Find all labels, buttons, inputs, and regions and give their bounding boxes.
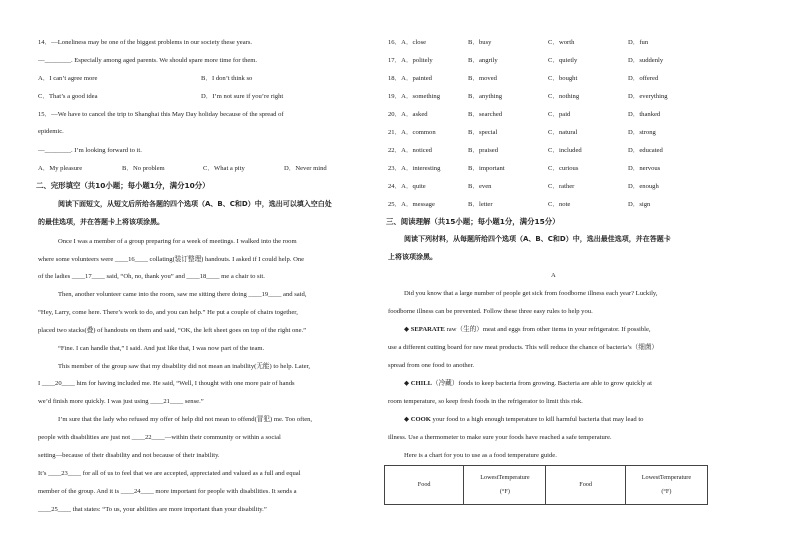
- option-d: D．educated: [628, 147, 663, 154]
- passage-line: I’m sure that the lady who refused my offer of help did not mean to offend(冒犯) me. Too often,: [58, 416, 313, 423]
- reading-line: foodborne illness can be prevented. Follow these three easy rules to help you.: [388, 308, 593, 315]
- section2-instruction-1: 阅读下面短文，从短文后所给各题的四个选项（A、B、C和D）中，选出可以填入空白处: [58, 200, 332, 208]
- option-d: D．strong: [628, 129, 656, 136]
- option-b: B．praised: [468, 147, 499, 154]
- reading-line: Did you know that a large number of people get sick from foodborne illness each year? Luckily,: [404, 290, 658, 297]
- q14-answer: —________. Especially among aged parents. We should spare more time for them.: [38, 57, 258, 64]
- keyword-separate: SEPARATE: [410, 326, 445, 333]
- diamond-bullet-icon: ◆: [404, 326, 410, 333]
- rule-text: raw（生的）meat and eggs from other items in your refrigerator. If possible,: [444, 326, 651, 333]
- option-d: D．thanked: [628, 111, 661, 118]
- header-unit: (°F): [499, 488, 510, 495]
- option-b: B．special: [468, 129, 498, 136]
- q14-option-c: C．That’s a good idea: [38, 93, 98, 100]
- keyword-chill: CHILL: [410, 380, 432, 387]
- passage-line: member of the group. And it is ____24____ more important for people with disabilities. It sends a: [38, 488, 297, 495]
- rule-cook: [404, 415, 643, 424]
- option-b: B．moved: [468, 75, 497, 82]
- rule-text: （冷藏）foods to keep bacteria from growing. Bacteria are able to grow quickly at: [432, 380, 652, 387]
- option-b: B．anything: [468, 93, 503, 100]
- diamond-bullet-icon: ◆: [404, 416, 410, 423]
- passage-label: A: [551, 272, 556, 279]
- q15-question-cont: epidemic.: [38, 128, 64, 135]
- passage-line: Once I was a member of a group preparing for a week of meetings. I walked into the room: [58, 238, 297, 245]
- option-c: C．quietly: [548, 57, 578, 64]
- header-food: Food: [385, 466, 464, 505]
- chart-intro: Here is a chart for you to use as a food temperature guide.: [404, 452, 557, 459]
- option-a: 21．A．common: [388, 129, 436, 136]
- option-c: C．included: [548, 147, 582, 154]
- q14-option-a: A．I can’t agree more: [38, 75, 98, 82]
- option-d: D．fun: [628, 39, 649, 46]
- passage-line: “Hey, Larry, come here. There’s work to do, and you can help.” He put a couple of chairs together,: [38, 309, 298, 316]
- option-b: B．angrily: [468, 57, 498, 64]
- option-a: 17．A．politely: [388, 57, 433, 64]
- option-d: D．offered: [628, 75, 659, 82]
- section3-instruction-1: 阅读下列材料，从每题所给四个选项（A、B、C和D）中，选出最佳选项，并在答题卡: [404, 235, 671, 243]
- diamond-bullet-icon: ◆: [404, 380, 410, 387]
- q15-answer: —________. I’m looking forward to it.: [38, 147, 142, 154]
- passage-line: of the ladies ____17____ said, “Oh, no, thank you” and ____18____ me a chair to sit.: [38, 273, 265, 280]
- option-a: 22．A．noticed: [388, 147, 432, 154]
- q14-option-d: D．I’m not sure if you’re right: [201, 93, 284, 100]
- option-c: C．note: [548, 201, 571, 208]
- option-c: C．curious: [548, 165, 579, 172]
- option-a: 20．A．asked: [388, 111, 428, 118]
- passage-line: placed two stacks(叠) of handouts on them and said, “OK, the left sheet goes on top of the right one.”: [38, 327, 307, 334]
- option-a: 23．A．interesting: [388, 165, 441, 172]
- header-food-2: Food: [546, 466, 625, 505]
- section2-title: 二、完形填空（共10小题；每小题1分，满分10分）: [36, 181, 210, 190]
- option-d: D．sign: [628, 201, 651, 208]
- rule-chill: [404, 379, 652, 388]
- header-unit: (°F): [661, 488, 672, 495]
- section2-instruction-2: 的最佳选项，并在答题卡上将该项涂黑。: [38, 218, 164, 226]
- header-text: LowestTemperature: [480, 474, 530, 481]
- option-a: 18．A．painted: [388, 75, 432, 82]
- option-c: C．natural: [548, 129, 578, 136]
- passage-line: “Fine. I can handle that,” I said. And just like that, I was now part of the team.: [58, 345, 265, 352]
- option-b: B．even: [468, 183, 492, 190]
- reading-line: illness. Use a thermometer to make sure your foods have reached a safe temperature.: [388, 434, 612, 441]
- option-c: C．nothing: [548, 93, 580, 100]
- option-b: B．busy: [468, 39, 492, 46]
- passage-line: setting—because of their disability and not because of their inability.: [38, 452, 220, 459]
- option-d: D．enough: [628, 183, 659, 190]
- food-temperature-table: [384, 465, 708, 505]
- option-d: D．everything: [628, 93, 668, 100]
- reading-line: spread from one food to another.: [388, 362, 475, 369]
- reading-line: use a different cutting board for raw meat products. This will reduce the chance of bacteria’s（细菌）: [388, 344, 659, 351]
- passage-line: ____25____ that states: “To us, your abilities are more important than your disability.”: [38, 506, 267, 513]
- q15-option-d: D．Never mind: [284, 165, 327, 172]
- table-header-row: [385, 466, 708, 505]
- option-c: C．paid: [548, 111, 571, 118]
- keyword-cook: COOK: [410, 416, 431, 423]
- rule-separate: [404, 325, 651, 334]
- option-c: C．bought: [548, 75, 578, 82]
- passage-line: I ____20____ him for having included me. He said, “Well, I thought with one more pair of hands: [38, 380, 295, 387]
- option-c: C．worth: [548, 39, 575, 46]
- q15-option-c: C．What a pity: [203, 165, 245, 172]
- option-b: B．important: [468, 165, 505, 172]
- header-lowest-temp-2: [625, 466, 707, 505]
- reading-line: room temperature, so keep fresh foods in the refrigerator to limit this risk.: [388, 398, 583, 405]
- option-d: D．suddenly: [628, 57, 664, 64]
- option-a: 19．A．something: [388, 93, 441, 100]
- q15-option-b: B．No problem: [122, 165, 165, 172]
- q15-question: 15．—We have to cancel the trip to Shanghai this May Day holiday because of the spread of: [38, 111, 284, 118]
- header-text: LowestTemperature: [641, 474, 692, 481]
- q14-option-b: B．I don’t think so: [201, 75, 253, 82]
- q15-option-a: A．My pleasure: [38, 165, 83, 172]
- passage-line: This member of the group saw that my disability did not mean an inability(无能) to help. Later,: [58, 363, 311, 370]
- option-b: B．letter: [468, 201, 493, 208]
- section3-instruction-2: 上将该项涂黑。: [388, 253, 437, 261]
- option-b: B．searched: [468, 111, 503, 118]
- section3-title: 三、阅读理解（共15小题；每小题1分，满分15分）: [386, 217, 560, 226]
- passage-line: people with disabilities are just not ____22____—within their community or within a social: [38, 434, 281, 441]
- option-a: 25．A．message: [388, 201, 435, 208]
- passage-line: Then, another volunteer came into the room, saw me sitting there doing ____19____ and said,: [58, 291, 307, 298]
- option-a: 24．A．quite: [388, 183, 426, 190]
- q14-question: 14．—Loneliness may be one of the biggest problems in our society these years.: [38, 39, 253, 46]
- rule-text: your food to a high enough temperature to kill harmful bacteria that may lead to: [430, 416, 644, 423]
- passage-line: It’s ____23____ for all of us to feel that we are accepted, appreciated and valued as a full and equal: [38, 470, 301, 477]
- option-a: 16．A．close: [388, 39, 427, 46]
- header-lowest-temp: [464, 466, 546, 505]
- passage-line: where some volunteers were ____16____ collating(装订整理) handouts. I asked if I could help. One: [38, 256, 305, 263]
- option-c: C．rather: [548, 183, 575, 190]
- option-d: D．nervous: [628, 165, 661, 172]
- passage-line: we’d finish more quickly. I was just using ____21____ sense.”: [38, 398, 204, 405]
